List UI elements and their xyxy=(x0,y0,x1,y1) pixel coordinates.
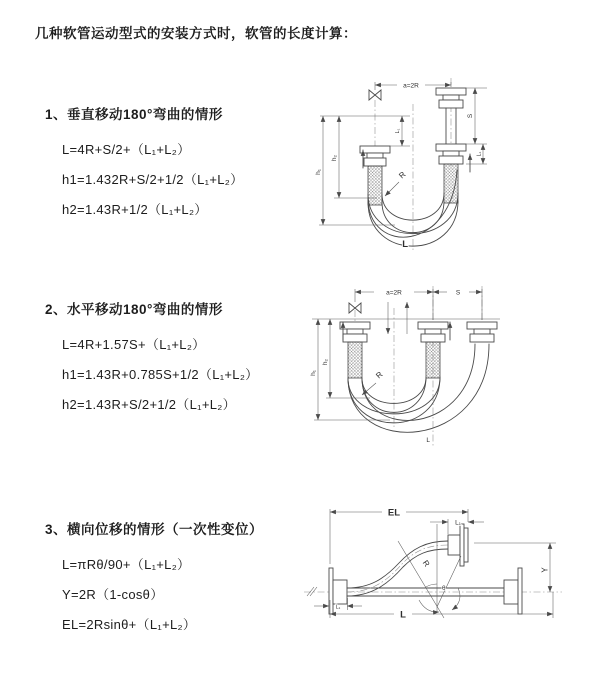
dim-label-h2: h₂ xyxy=(322,358,329,366)
formula-length: L=4R+1.57S+（L₁+L₂） xyxy=(62,337,206,352)
dim-label-r: R xyxy=(374,369,385,381)
diagram-vertical-180-bend xyxy=(315,70,570,255)
dim-label-l1: L₁ xyxy=(455,519,461,527)
diagram-lateral-displacement xyxy=(300,500,585,640)
dim-label-y: Y xyxy=(540,567,550,573)
section-heading: 2、水平移动180°弯曲的情形 xyxy=(45,302,223,317)
break-symbol xyxy=(307,587,317,596)
flange-fitting xyxy=(418,322,448,342)
dim-label-el: EL xyxy=(387,507,401,519)
dim-label-l1: L₁ xyxy=(395,128,401,134)
section-heading: 3、横向位移的情形（一次性变位） xyxy=(45,522,264,537)
dim-label-l1: L₁ xyxy=(335,604,341,611)
dim-label-s: S xyxy=(467,113,474,119)
formula-el: EL=2Rsinθ+（L₁+L₂） xyxy=(62,617,197,632)
dim-label-l: L xyxy=(426,437,430,444)
dim-label-theta: θ xyxy=(442,585,446,592)
dim-label-l1: L₁ xyxy=(476,151,483,157)
dim-label-l: L xyxy=(402,239,408,250)
formula-h1: h1=1.43R+0.785S+1/2（L₁+L₂） xyxy=(62,367,259,382)
dim-label-h1: h₁ xyxy=(310,370,317,376)
braided-hose xyxy=(444,164,458,203)
hose-u-bend xyxy=(348,344,489,432)
formula-h2: h2=1.43R+1/2（L₁+L₂） xyxy=(62,202,208,217)
dim-label-l: L xyxy=(400,609,406,621)
dim-label-s: S xyxy=(455,289,461,297)
formula-y: Y=2R（1-cosθ） xyxy=(62,587,164,602)
flange-fitting xyxy=(436,88,466,108)
diagram-horizontal-180-bend xyxy=(310,278,570,458)
swing-arrow xyxy=(452,588,460,610)
section-vertical-bend xyxy=(45,103,243,225)
dim-label-r: R xyxy=(397,169,408,181)
page-title: 几种软管运动型式的安装方式时，软管的长度计算： xyxy=(35,26,357,41)
braided-hose xyxy=(426,342,440,378)
angle-arc xyxy=(426,584,438,587)
flange-fitting xyxy=(436,144,466,164)
formula-length: L=πRθ/90+（L₁+L₂） xyxy=(62,557,191,572)
radius-line xyxy=(437,556,461,607)
section-horizontal-bend xyxy=(45,298,258,420)
dim-label-r: R xyxy=(420,558,432,569)
flange-fitting xyxy=(360,146,390,166)
flange-fitting xyxy=(448,524,468,566)
dim-label-a2r: a=2R xyxy=(403,82,419,90)
formula-h1: h1=1.432R+S/2+1/2（L₁+L₂） xyxy=(62,172,244,187)
flange-fitting xyxy=(467,322,497,342)
swing-arrow xyxy=(419,600,439,612)
formula-h2: h2=1.43R+S/2+1/2（L₁+L₂） xyxy=(62,397,236,412)
dim-label-h2: h₂ xyxy=(331,154,338,162)
dim-label-h1: h₁ xyxy=(315,169,322,175)
leader-line xyxy=(385,182,399,196)
braided-hose xyxy=(348,342,362,378)
section-lateral-displacement xyxy=(45,518,263,640)
formula-length: L=4R+S/2+（L₁+L₂） xyxy=(62,142,191,157)
valve-icon xyxy=(369,90,381,100)
section-heading: 1、垂直移动180°弯曲的情形 xyxy=(45,107,223,122)
flange-fitting xyxy=(504,568,522,614)
dim-label-a2r: a=2R xyxy=(386,289,402,297)
flange-fitting xyxy=(340,322,370,342)
braided-hose xyxy=(368,166,382,205)
